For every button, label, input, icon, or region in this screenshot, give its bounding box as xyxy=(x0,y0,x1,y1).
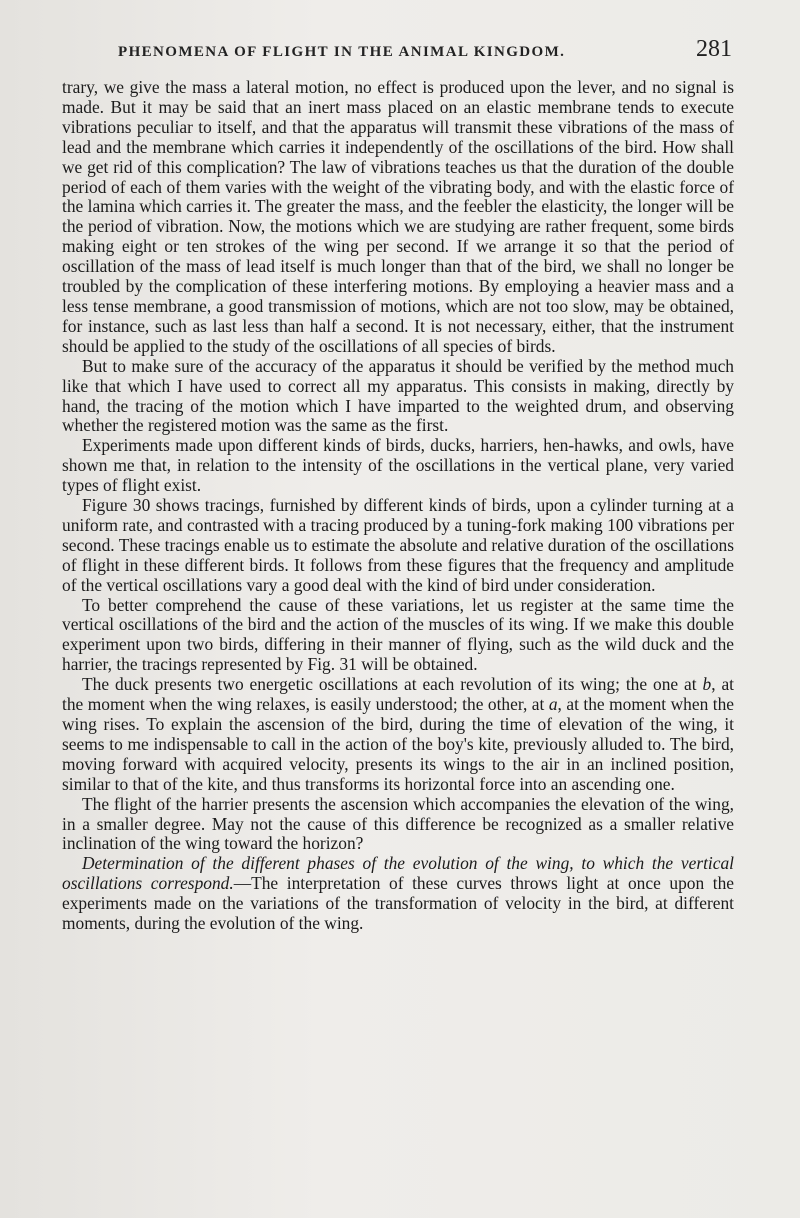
paragraph-2: But to make sure of the accuracy of the apparatus it should be verified by the method much like that which I have used to correct all my apparatus. This consists in making, directly by hand, the tracing of the motion which I have imparted to the weighted drum, and observing whether the registered motion was the same as the first. xyxy=(62,355,734,436)
page-number: 281 xyxy=(696,36,732,62)
body-text xyxy=(62,78,734,934)
paragraph-5: To better comprehend the cause of these variations, let us register at the same time the vertical oscillations of the bird and the action of the muscles of its wing. If we make this double experiment upon two birds, differing in their manner of flying, such as the wild duck and the harrier, the tracings represented by Fig. 31 will be obtained. xyxy=(62,594,734,675)
paragraph-3: Experiments made upon different kinds of birds, ducks, harriers, hen-hawks, and owls, have shown me that, in relation to the intensity of the oscillations in the vertical plane, very varied types of flight exist. xyxy=(62,435,734,496)
paragraph-final xyxy=(62,854,734,934)
letter-b: b xyxy=(702,674,712,695)
duck-text-2: , at the moment when the wing relaxes, is easily understood; the other, at xyxy=(62,674,734,715)
final-text: —The interpretation of these curves throws light at once upon the experiments made on the variations of the transformation of velocity in the bird, at different moments, during the evolution of the wing. xyxy=(62,873,734,934)
paragraph-duck xyxy=(62,675,734,794)
running-head: PHENOMENA OF FLIGHT IN THE ANIMAL KINGDOM. xyxy=(118,44,566,60)
paragraph-harrier: The flight of the harrier presents the ascension which accompanies the elevation of the wing, in a smaller degree. May not the cause of this difference be recognized as a smaller relative inclination of the wing toward the horizon? xyxy=(62,793,734,854)
duck-text-1: The duck presents two energetic oscillations at each revolution of its wing; the one at xyxy=(82,674,703,695)
page-header xyxy=(60,38,732,68)
duck-text-3: , at the moment when the wing rises. To explain the ascension of the bird, during the time of elevation of the wing, it seems to me indispensable to call in the action of the boy's kite, previously alluded to. The bird, moving forward with acquired velocity, presents its wings to the air in an inclined position, similar to that of the kite, and thus transforms its horizontal force into an ascending one. xyxy=(62,694,734,794)
paragraph-1: trary, we give the mass a lateral motion, no effect is produced upon the lever, and no signal is made. But it may be said that an inert mass placed on an elastic membrane tends to execute vibrations peculiar to itself, and that the apparatus will transmit these vibrations of the mass of lead and the membrane which carries it independently of the oscillations of the bird. How shall we get rid of this complication? The law of vibrations teaches us that the duration of the double period of each of them varies with the weight of the vibrating body, and with the elastic force of the lamina which carries it. The greater the mass, and the feebler the elasticity, the longer will be the period of vibration. Now, the motions which we are studying are rather frequent, some birds making eight or ten strokes of the wing per second. If we arrange it so that the period of oscillation of the mass of lead itself is much longer than that of the bird, we shall no longer be troubled by the complication of these interfering motions. By employing a heavier mass and a less tense membrane, a good transmission of motions, which are not too slow, may be obtained, for instance, such as last less than half a second. It is not necessary, either, that the instrument should be applied to the study of the oscillations of all species of birds. xyxy=(62,77,734,356)
letter-a: a xyxy=(548,694,558,715)
paragraph-4: Figure 30 shows tracings, furnished by different kinds of birds, upon a cylinder turning at a uniform rate, and contrasted with a tracing produced by a tuning-fork making 100 vibrations per second. These tracings enable us to estimate the absolute and relative duration of the oscillations of flight in these different birds. It follows from these figures that the frequency and amplitude of the vertical oscillations vary a good deal with the kind of bird under consideration. xyxy=(62,495,734,595)
section-heading: Determination of the different phases of the evolution of the wing, to which the vertical oscillations correspond. xyxy=(62,853,734,894)
